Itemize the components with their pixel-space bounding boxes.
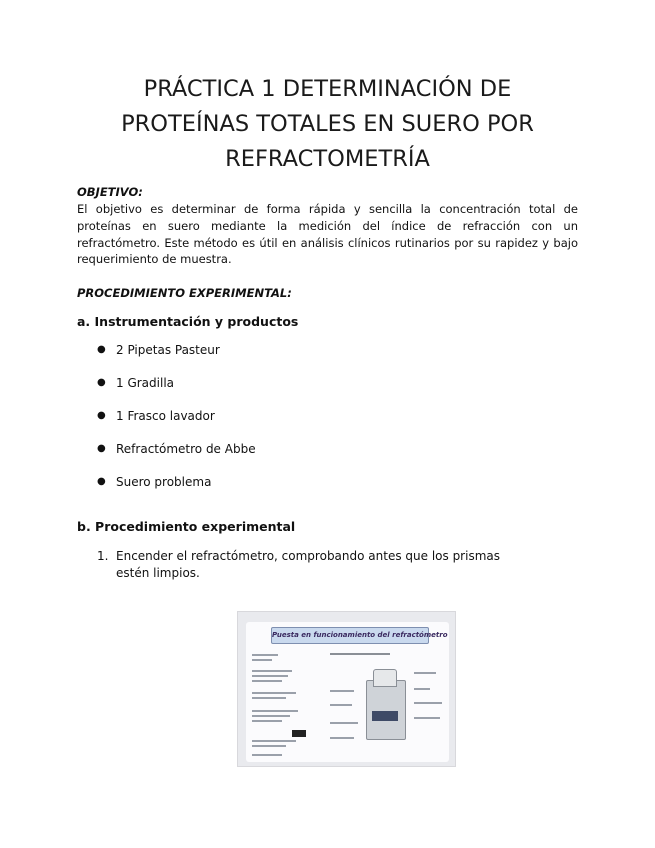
page-title <box>60 72 595 177</box>
title-line-2: PROTEÍNAS TOTALES EN SUERO POR <box>121 111 534 137</box>
procedure-steps <box>97 548 537 582</box>
figure-button-image <box>292 730 306 737</box>
section-a-heading: a. Instrumentación y productos <box>77 314 299 329</box>
list-item-label: 2 Pipetas Pasteur <box>116 343 220 357</box>
figure-subtitle-text <box>330 653 390 655</box>
refractometer-figure <box>237 611 456 767</box>
title-line-1: PRÁCTICA 1 DETERMINACIÓN DE <box>143 76 512 102</box>
list-item-label: 1 Gradilla <box>116 376 175 390</box>
objetivo-text: El objetivo es determinar de forma rápida y sencilla la concentración total de proteínas en suero mediante la medición del índice de refracción con un refractómetro. Este método es útil en análisis clínicos rutinarios por su rapidez y bajo requerimiento de muestra. <box>77 202 578 267</box>
step-item <box>97 548 537 582</box>
list-item <box>97 375 256 408</box>
figure-poster <box>246 622 449 762</box>
step-number: 1. <box>97 549 109 563</box>
list-item-label: Suero problema <box>116 475 212 489</box>
title-line-3: REFRACTOMETRÍA <box>225 146 430 172</box>
figure-banner: Puesta en funcionamiento del refractómetro <box>271 627 429 644</box>
instrument-list <box>97 342 256 507</box>
list-item <box>97 342 256 375</box>
bullet-icon: ● <box>97 344 106 355</box>
step-text: Encender el refractómetro, comprobando antes que los prismas estén limpios. <box>116 549 500 580</box>
list-item <box>97 441 256 474</box>
bullet-icon: ● <box>97 443 106 454</box>
bullet-icon: ● <box>97 410 106 421</box>
bullet-icon: ● <box>97 377 106 388</box>
objetivo-heading: OBJETIVO: <box>77 185 143 199</box>
section-b-heading: b. Procedimiento experimental <box>77 519 296 534</box>
list-item <box>97 474 256 507</box>
refractometer-image <box>366 680 406 740</box>
list-item-label: Refractómetro de Abbe <box>116 442 256 456</box>
list-item <box>97 408 256 441</box>
list-item-label: 1 Frasco lavador <box>116 409 215 423</box>
bullet-icon: ● <box>97 476 106 487</box>
procedimiento-heading: PROCEDIMIENTO EXPERIMENTAL: <box>77 286 292 300</box>
